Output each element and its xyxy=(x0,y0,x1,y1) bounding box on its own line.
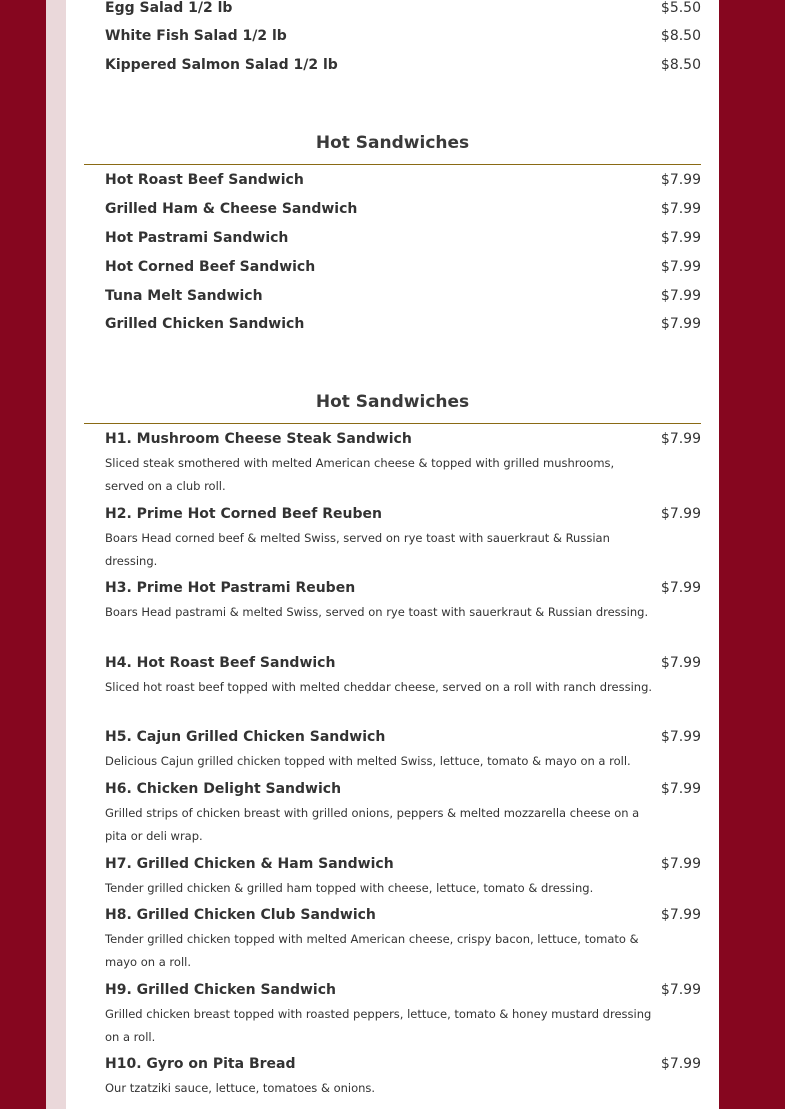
menu-item-name: Egg Salad 1/2 lb xyxy=(105,0,233,16)
menu-item-description: Grilled chicken breast topped with roasted peppers, lettuce, tomato & honey mustard dressing on a roll. xyxy=(105,1007,652,1044)
menu-item-description: Sliced steak smothered with melted American cheese & topped with grilled mushrooms, served on a club roll. xyxy=(105,456,615,493)
menu-item-description: Boars Head corned beef & melted Swiss, served on rye toast with sauerkraut & Russian dressing. xyxy=(105,531,610,568)
menu-item-description: Our tzatziki sauce, lettuce, tomatoes & onions. xyxy=(105,1081,376,1095)
menu-item-price: $7.99 xyxy=(660,201,701,217)
section-title: Hot Sandwiches xyxy=(315,133,470,153)
menu-item-price: $8.50 xyxy=(660,28,701,44)
menu-item-price: $7.99 xyxy=(660,856,701,872)
menu-item-name: Hot Corned Beef Sandwich xyxy=(105,259,316,275)
menu-item-price: $7.99 xyxy=(660,431,701,447)
menu-item-description: Tender grilled chicken topped with melted American cheese, crispy bacon, lettuce, tomato & mayo on a roll. xyxy=(105,932,639,969)
menu-item-price: $7.99 xyxy=(660,316,701,332)
menu-item-price: $7.99 xyxy=(660,230,701,246)
menu-item-description: Delicious Cajun grilled chicken topped with melted Swiss, lettuce, tomato & mayo on a roll. xyxy=(105,754,631,768)
menu-item-description: Tender grilled chicken & grilled ham topped with cheese, lettuce, tomato & dressing. xyxy=(105,881,594,895)
menu-item-price: $7.99 xyxy=(660,655,701,671)
menu-item-name: H6. Chicken Delight Sandwich xyxy=(105,781,342,797)
menu-item-price: $7.99 xyxy=(660,982,701,998)
menu-item-name: H7. Grilled Chicken & Ham Sandwich xyxy=(105,856,394,872)
menu-item-price: $8.50 xyxy=(660,57,701,73)
menu-item-price: $7.99 xyxy=(660,288,701,304)
menu-item-name: H8. Grilled Chicken Club Sandwich xyxy=(105,907,376,923)
menu-item-name: Grilled Chicken Sandwich xyxy=(105,316,305,332)
menu-item-price: $7.99 xyxy=(660,506,701,522)
menu-item-name: Grilled Ham & Cheese Sandwich xyxy=(105,201,358,217)
menu-item-name: H9. Grilled Chicken Sandwich xyxy=(105,982,336,998)
menu-item-description: Sliced hot roast beef topped with melted cheddar cheese, served on a roll with ranch dressing. xyxy=(105,680,653,694)
menu-item-name: Tuna Melt Sandwich xyxy=(105,288,263,304)
menu-item-name: White Fish Salad 1/2 lb xyxy=(105,28,287,44)
menu-item-name: H1. Mushroom Cheese Steak Sandwich xyxy=(105,431,412,447)
menu-item-price: $7.99 xyxy=(660,729,701,745)
section-title: Hot Sandwiches xyxy=(315,392,470,412)
menu-item-name: Hot Roast Beef Sandwich xyxy=(105,172,304,188)
menu-item-price: $7.99 xyxy=(660,580,701,596)
menu-item-name: H2. Prime Hot Corned Beef Reuben xyxy=(105,506,382,522)
menu-item-price: $7.99 xyxy=(660,781,701,797)
menu-item-price: $7.99 xyxy=(660,172,701,188)
menu-item-price: $7.99 xyxy=(660,907,701,923)
menu-item-price: $7.99 xyxy=(660,259,701,275)
menu-item-name: H3. Prime Hot Pastrami Reuben xyxy=(105,580,356,596)
menu-item-price: $5.50 xyxy=(660,0,701,16)
menu-item-description: Grilled strips of chicken breast with grilled onions, peppers & melted mozzarella cheese on a pita or deli wrap. xyxy=(105,806,640,843)
menu-item-name: H10. Gyro on Pita Bread xyxy=(105,1056,296,1072)
section-divider xyxy=(84,423,701,424)
menu-item-name: Hot Pastrami Sandwich xyxy=(105,230,289,246)
menu-item-name: Kippered Salmon Salad 1/2 lb xyxy=(105,57,338,73)
menu-item-name: H5. Cajun Grilled Chicken Sandwich xyxy=(105,729,386,745)
menu-item-description: Boars Head pastrami & melted Swiss, served on rye toast with sauerkraut & Russian dressing. xyxy=(105,605,649,619)
section-divider xyxy=(84,164,701,165)
menu-item-name: H4. Hot Roast Beef Sandwich xyxy=(105,655,336,671)
menu-item-price: $7.99 xyxy=(660,1056,701,1072)
